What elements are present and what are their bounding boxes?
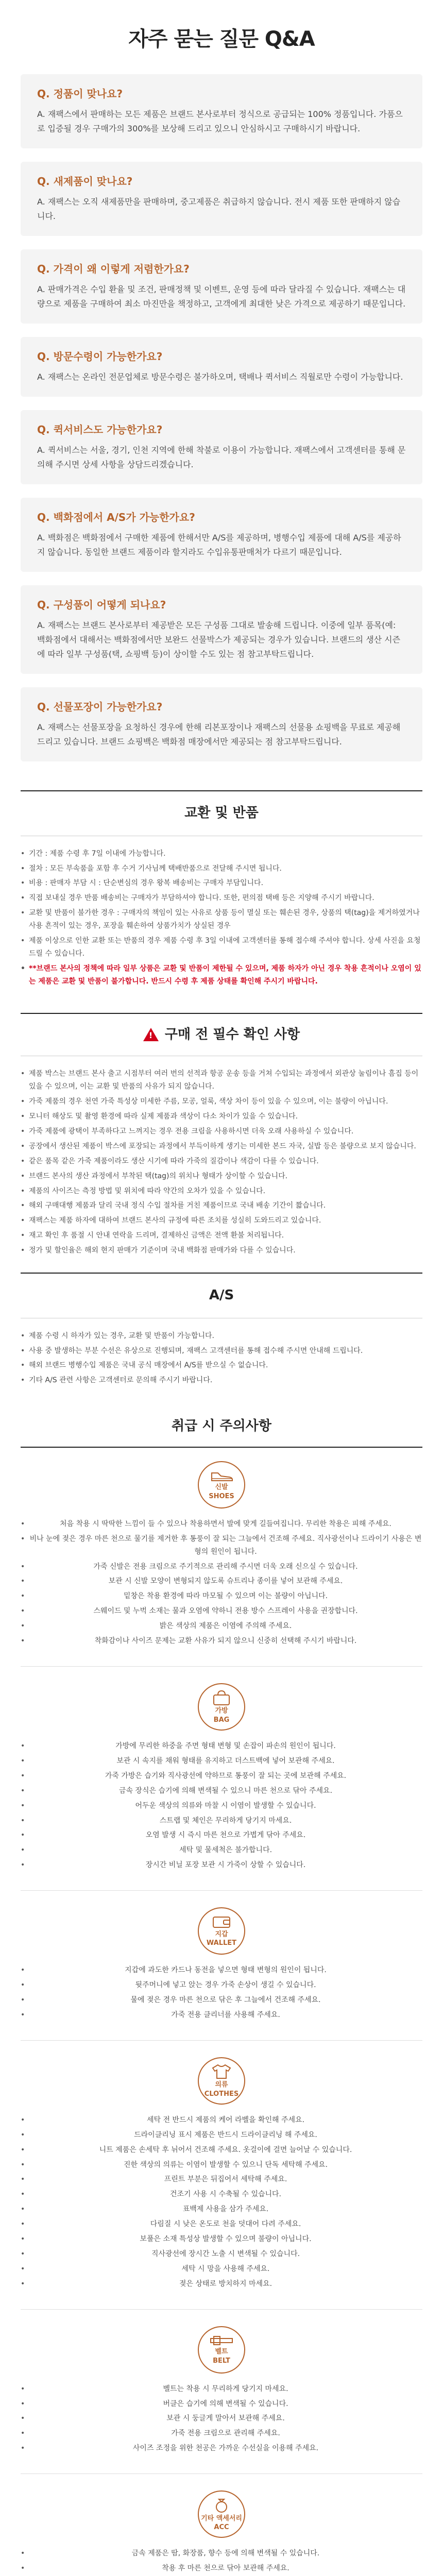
notice-item: • 제품의 사이즈는 측정 방법 및 위치에 따라 약간의 오차가 있을 수 있습니다. [21, 1185, 422, 1198]
category-label-en: ACC [214, 2523, 229, 2532]
care-title: 취급 시 주의사항 [172, 1418, 271, 1434]
notice-item: • 해외 구매대행 제품과 달리 국내 정식 수입 절차를 거친 제품이므로 국내 배송 기간이 짧습니다. [21, 1199, 422, 1212]
care-item: • 비나 눈에 젖은 경우 마른 천으로 물기를 제거한 후 통풍이 잘 되는 그늘에서 건조해 주세요. 직사광선이나 드라이기 사용은 변형의 원인이 됩니다. [21, 1533, 422, 1558]
faq-question: Q. 가격이 왜 이렇게 저렴한가요? [37, 263, 190, 275]
care-item: • 물에 젖은 경우 마른 천으로 닦은 후 그늘에서 건조해 주세요. [21, 1994, 422, 2007]
exchange-section [0, 790, 443, 1004]
category-label-en: SHOES [209, 1492, 234, 1500]
notice-item: • 가죽 제품에 광택이 부족하다고 느껴지는 경우 전용 크림을 사용하시면 더욱 오래 사용하실 수 있습니다. [21, 1125, 422, 1138]
care-section [0, 1402, 443, 2576]
category-badge [198, 2326, 245, 2374]
care-item: • 젖은 상태로 방치하지 마세요. [21, 2278, 422, 2291]
faq-title: 자주 묻는 질문 Q&A [128, 27, 315, 51]
care-item: • 표백제 사용을 삼가 주세요. [21, 2203, 422, 2216]
care-item-list [0, 2105, 443, 2306]
care-item: • 밑창은 착용 환경에 따라 마모될 수 있으며 이는 불량이 아닙니다. [21, 1590, 422, 1603]
faq-card [21, 162, 422, 236]
care-item: • 버클은 습기에 의해 변색될 수 있습니다. [21, 2398, 422, 2411]
care-item: • 지갑에 과도한 카드나 동전을 넣으면 형태 변형의 원인이 됩니다. [21, 1964, 422, 1977]
care-item: • 건조기 사용 시 수축될 수 있습니다. [21, 2188, 422, 2201]
faq-card [21, 410, 422, 484]
faq-question: Q. 선물포장이 가능한가요? [37, 701, 163, 713]
care-item-list [0, 1509, 443, 1663]
exchange-title-bar [21, 790, 422, 836]
care-category [0, 1448, 443, 1663]
care-item: • 금속 장식은 습기에 의해 변색될 수 있으니 마른 천으로 닦아 주세요. [21, 1785, 422, 1798]
faq-answer: A. 판매가격은 수입 환율 및 조건, 판매정책 및 이벤트, 운영 등에 따라 달라질 수 있습니다. 재팩스는 대량으로 제품을 구매하여 최소 마진만을 책정하고, 고객에게 최대한 낮은 가격으로 제공하기 때문입니다. [37, 284, 406, 309]
divider [21, 2309, 422, 2310]
care-item: • 어두운 색상의 의류와 마찰 시 이염이 발생할 수 있습니다. [21, 1800, 422, 1812]
faq-question: Q. 구성품이 어떻게 되나요? [37, 599, 166, 611]
care-item: • 뒷주머니에 넣고 앉는 경우 가죽 손상이 생길 수 있습니다. [21, 1979, 422, 1992]
category-badge [198, 1683, 245, 1731]
faq-question: Q. 백화점에서 A/S가 가능한가요? [37, 511, 195, 523]
faq-card [21, 687, 422, 761]
divider [21, 1890, 422, 1891]
care-category [0, 1670, 443, 1887]
divider [21, 2040, 422, 2041]
category-badge [198, 1461, 245, 1509]
notice-item: • 공장에서 생산된 제품이 박스에 포장되는 과정에서 부득이하게 생기는 미세한 본드 자국, 실밥 등은 불량으로 보지 않습니다. [21, 1140, 422, 1153]
faq-card [21, 585, 422, 674]
care-item: • 보관 시 속지를 채워 형태를 유지하고 더스트백에 넣어 보관해 주세요. [21, 1755, 422, 1768]
notice-item: • 재팩스는 제품 하자에 대하여 브랜드 본사의 규정에 따른 조치를 성실히 도와드리고 있습니다. [21, 1214, 422, 1227]
care-item: • 세탁 및 물세척은 불가합니다. [21, 1844, 422, 1857]
care-item: • 스웨이드 및 누벅 소재는 물과 오염에 약하니 전용 방수 스프레이 사용을 권장합니다. [21, 1605, 422, 1618]
care-category [0, 2313, 443, 2471]
exchange-item: • **브랜드 본사의 정책에 따라 일부 상품은 교환 및 반품이 제한될 수 있으며, 제품 하자가 아닌 경우 착용 흔적이나 오염이 있는 제품은 교환 및 반품이 불가합니다. 반드시 수령 후 제품 상태를 확인해 주시기 바랍니다. [21, 962, 422, 988]
care-item: • 니트 제품은 손세탁 후 뉘어서 건조해 주세요. 옷걸이에 걸면 늘어날 수 있습니다. [21, 2144, 422, 2157]
care-item-list [0, 2538, 443, 2576]
faq-card [21, 249, 422, 324]
exchange-item: • 직접 보내실 경우 반품 배송비는 구매자가 부담하셔야 합니다. 또한, 편의점 택배 등은 지양해 주시기 바랍니다. [21, 892, 422, 905]
category-label-en: WALLET [206, 1939, 237, 1947]
care-item: • 장시간 비닐 포장 보관 시 가죽이 상할 수 있습니다. [21, 1859, 422, 1872]
faq-question: Q. 퀵서비스도 가능한가요? [37, 423, 163, 436]
category-label-ko: 지갑 [215, 1930, 228, 1938]
notice-item: • 제품 박스는 브랜드 본사 출고 시점부터 여러 번의 선적과 항공 운송 등을 거쳐 수입되는 과정에서 외관상 눌림이나 흠집 등이 있을 수 있으며, 이는 교환 및 반품의 사유가 되지 않습니다. [21, 1067, 422, 1093]
care-title-bar [21, 1402, 422, 1448]
as-title: A/S [209, 1287, 234, 1303]
faq-answer: A. 재팩스는 오직 새제품만을 판매하며, 중고제품은 취급하지 않습니다. 전시 제품 또한 판매하지 않습니다. [37, 197, 401, 221]
faq-question: Q. 새제품이 맞나요? [37, 175, 133, 188]
category-label-en: BAG [213, 1716, 230, 1724]
category-label-ko: 벨트 [215, 2348, 228, 2356]
category-badge [198, 2490, 245, 2538]
category-badge [198, 1907, 245, 1955]
care-item-list [0, 2374, 443, 2471]
faq-answer: A. 재팩스는 선물포장을 요청하신 경우에 한해 리본포장이나 재팩스의 선물용 쇼핑백을 무료로 제공해 드리고 있습니다. 브랜드 쇼핑백은 백화점 매장에서만 제공되는 점 참고부탁드립니다. [37, 722, 401, 747]
as-title-bar [21, 1273, 422, 1318]
bag-icon [211, 1689, 232, 1706]
care-item: • 밝은 색상의 제품은 이염에 주의해 주세요. [21, 1620, 422, 1633]
exchange-item: • 기간 : 제품 수령 후 7일 이내에 가능합니다. [21, 848, 422, 860]
notice-item: • 재고 확인 후 품절 시 안내 연락을 드리며, 결제하신 금액은 전액 환불 처리됩니다. [21, 1229, 422, 1242]
faq-list [21, 74, 422, 761]
care-item: • 오염 발생 시 즉시 마른 천으로 가볍게 닦아 주세요. [21, 1829, 422, 1842]
faq-answer: A. 퀵서비스는 서울, 경기, 인천 지역에 한해 착불로 이용이 가능합니다. 재팩스에서 고객센터를 통해 문의해 주시면 상세 사항을 상담드리겠습니다. [37, 445, 406, 469]
category-badge [198, 2057, 245, 2105]
notice-item: • 가죽 제품의 경우 천연 가죽 특성상 미세한 주름, 모공, 얼룩, 색상 차이 등이 있을 수 있으며, 이는 불량이 아닙니다. [21, 1095, 422, 1108]
faq-answer: A. 재팩스는 온라인 전문업체로 방문수령은 불가하오며, 택배나 퀵서비스 직월로만 수령이 가능합니다. [37, 372, 403, 382]
faq-card [21, 498, 422, 572]
faq-answer: A. 재팩스에서 판매하는 모든 제품은 브랜드 본사로부터 정식으로 공급되는 100% 정품입니다. 가품으로 입증될 경우 구매가의 300%를 보상해 드리고 있으니 안심하시고 구매하시기 바랍니다. [37, 109, 403, 133]
faq-question: Q. 방문수령이 가능한가요? [37, 350, 163, 363]
notice-item: • 정가 및 할인율은 해외 현지 판매가 기준이며 국내 백화점 판매가와 다를 수 있습니다. [21, 1244, 422, 1257]
divider [21, 1666, 422, 1667]
care-item: • 세탁 시 망을 사용해 주세요. [21, 2263, 422, 2276]
exchange-item: • 절차 : 모든 부속품을 포함 후 수거 기사님께 택배반품으로 전달해 주시면 됩니다. [21, 862, 422, 875]
care-item: • 드라이클리닝 표시 제품은 반드시 드라이클리닝 해 주세요. [21, 2129, 422, 2142]
exchange-item: • 교환 및 반품이 불가한 경우 : 구매자의 책임이 있는 사유로 상품 등이 멸실 또는 훼손된 경우, 상품의 택(tag)을 제거하였거나 사용 흔적이 있는 경우, 포장을 훼손하여 상품가치가 상실된 경우 [21, 907, 422, 933]
care-item: • 벨트는 착용 시 무리하게 당기지 마세요. [21, 2383, 422, 2396]
as-item: • 사용 중 발생하는 부분 수선은 유상으로 진행되며, 재팩스 고객센터를 통해 접수해 주시면 안내해 드립니다. [21, 1345, 422, 1358]
category-label-ko: 신발 [215, 1483, 228, 1492]
faq-question: Q. 정품이 맞나요? [37, 88, 123, 100]
care-category [0, 1894, 443, 2037]
care-item: • 세탁 전 반드시 제품의 케어 라벨을 확인해 주세요. [21, 2114, 422, 2127]
notice-item: • 모니터 해상도 및 촬영 환경에 따라 실제 제품과 색상이 다소 차이가 있을 수 있습니다. [21, 1110, 422, 1123]
care-item: • 가방에 무리한 하중을 주면 형태 변형 및 손잡이 파손의 원인이 됩니다. [21, 1740, 422, 1753]
faq-card [21, 337, 422, 397]
care-item: • 스트랩 및 체인은 무리하게 당기지 마세요. [21, 1815, 422, 1827]
care-item: • 금속 제품은 땀, 화장품, 향수 등에 의해 변색될 수 있습니다. [21, 2547, 422, 2560]
care-item: • 보풀은 소재 특성상 발생할 수 있으며 불량이 아닙니다. [21, 2233, 422, 2246]
category-label-en: CLOTHES [204, 2090, 239, 2098]
care-category [0, 2477, 443, 2576]
faq-card [21, 74, 422, 148]
notice-title: 구매 전 필수 확인 사항 [164, 1026, 300, 1042]
care-item: • 다림질 시 낮은 온도로 천을 덧대어 다려 주세요. [21, 2218, 422, 2231]
as-item: • 기타 A/S 관련 사항은 고객센터로 문의해 주시기 바랍니다. [21, 1374, 422, 1387]
exchange-list [0, 836, 443, 1004]
as-item: • 해외 브랜드 병행수입 제품은 국내 공식 매장에서 A/S를 받으실 수 없습니다. [21, 1359, 422, 1372]
care-item: • 보관 시 신발 모양이 변형되지 않도록 슈트리나 종이를 넣어 보관해 주세요. [21, 1575, 422, 1588]
faq-section [0, 0, 443, 790]
notice-list [0, 1056, 443, 1273]
divider [21, 2473, 422, 2474]
notice-title-bar [21, 1013, 422, 1057]
care-item: • 직사광선에 장시간 노출 시 변색될 수 있습니다. [21, 2248, 422, 2261]
care-item: • 착용 후 마른 천으로 닦아 보관해 주세요. [21, 2562, 422, 2575]
exchange-item: • 비용 : 판매자 부담 시 : 단순변심의 경우 왕복 배송비는 구매자 부담입니다. [21, 877, 422, 890]
care-item: • 처음 착용 시 딱딱한 느낌이 들 수 있으나 착용하면서 발에 맞게 길들여집니다. 무리한 착용은 피해 주세요. [21, 1518, 422, 1531]
clothes-icon [211, 2063, 232, 2080]
care-category-list [0, 1448, 443, 2576]
faq-answer: A. 재팩스는 브랜드 본사로부터 제공받은 모든 구성품 그대로 발송해 드립니다. 이중에 일부 품목(예: 백화점에서 대해서는 백화점에서만 보완드 선물박스가 제공되는 경우가 있습니다. 브랜드의 생산 시즌에 따라 일부 구성품(택, 쇼핑백 등)이 상이할 수도 있는 점 참고부탁드립니다. [37, 620, 401, 659]
care-category [0, 2044, 443, 2306]
care-item: • 보관 시 둥글게 말아서 보관해 주세요. [21, 2412, 422, 2425]
care-item: • 가죽 전용 클리너를 사용해 주세요. [21, 2009, 422, 2022]
ring-icon [212, 2497, 231, 2514]
wallet-icon [211, 1915, 232, 1929]
as-section [0, 1273, 443, 1402]
care-item: • 사이즈 조정을 위한 천공은 가까운 수선실을 이용해 주세요. [21, 2442, 422, 2455]
warning-icon: ! [143, 1028, 159, 1041]
as-item: • 제품 수령 시 하자가 있는 경우, 교환 및 반품이 가능합니다. [21, 1330, 422, 1343]
exchange-title: 교환 및 반품 [184, 805, 259, 821]
category-label-ko: 가방 [215, 1707, 228, 1715]
category-label-ko: 의류 [215, 2081, 228, 2089]
notice-item: • 브랜드 본사의 생산 과정에서 부착된 택(tag)의 위치나 형태가 상이할 수 있습니다. [21, 1170, 422, 1183]
notice-item: • 같은 품목 같은 가죽 제품이라도 생산 시기에 따라 가죽의 질감이나 색감이 다를 수 있습니다. [21, 1155, 422, 1168]
care-item: • 진한 색상의 의류는 이염이 발생할 수 있으니 단독 세탁해 주세요. [21, 2159, 422, 2172]
care-item-list [0, 1731, 443, 1887]
shoe-icon [210, 1469, 233, 1482]
as-list [0, 1318, 443, 1403]
care-item-list [0, 1955, 443, 2037]
exchange-item: • 제품 이상으로 인한 교환 또는 반품의 경우 제품 수령 후 3일 이내에 고객센터를 통해 접수해 주셔야 합니다. 상세 사진을 요청드릴 수 있습니다. [21, 935, 422, 960]
care-item: • 가죽 가방은 습기와 직사광선에 약하므로 통풍이 잘 되는 곳에 보관해 주세요. [21, 1770, 422, 1783]
notice-section [0, 1013, 443, 1273]
category-label-en: BELT [213, 2357, 230, 2365]
care-item: • 착화감이나 사이즈 문제는 교환 사유가 되지 않으니 신중히 선택해 주시기 바랍니다. [21, 1635, 422, 1648]
care-item: • 가죽 신발은 전용 크림으로 주기적으로 관리해 주시면 더욱 오래 신으실 수 있습니다. [21, 1561, 422, 1573]
belt-icon [210, 2334, 233, 2347]
care-item: • 가죽 전용 크림으로 관리해 주세요. [21, 2427, 422, 2440]
category-label-ko: 기타 액세서리 [201, 2514, 242, 2522]
faq-answer: A. 백화점은 백화점에서 구매한 제품에 한해서만 A/S를 제공하며, 병행수입 제품에 대해 A/S를 제공하지 않습니다. 동일한 브랜드 제품이라 할지라도 수입유통판매처가 다르기 때문입니다. [37, 533, 401, 557]
care-item: • 프린트 부분은 뒤집어서 세탁해 주세요. [21, 2173, 422, 2186]
